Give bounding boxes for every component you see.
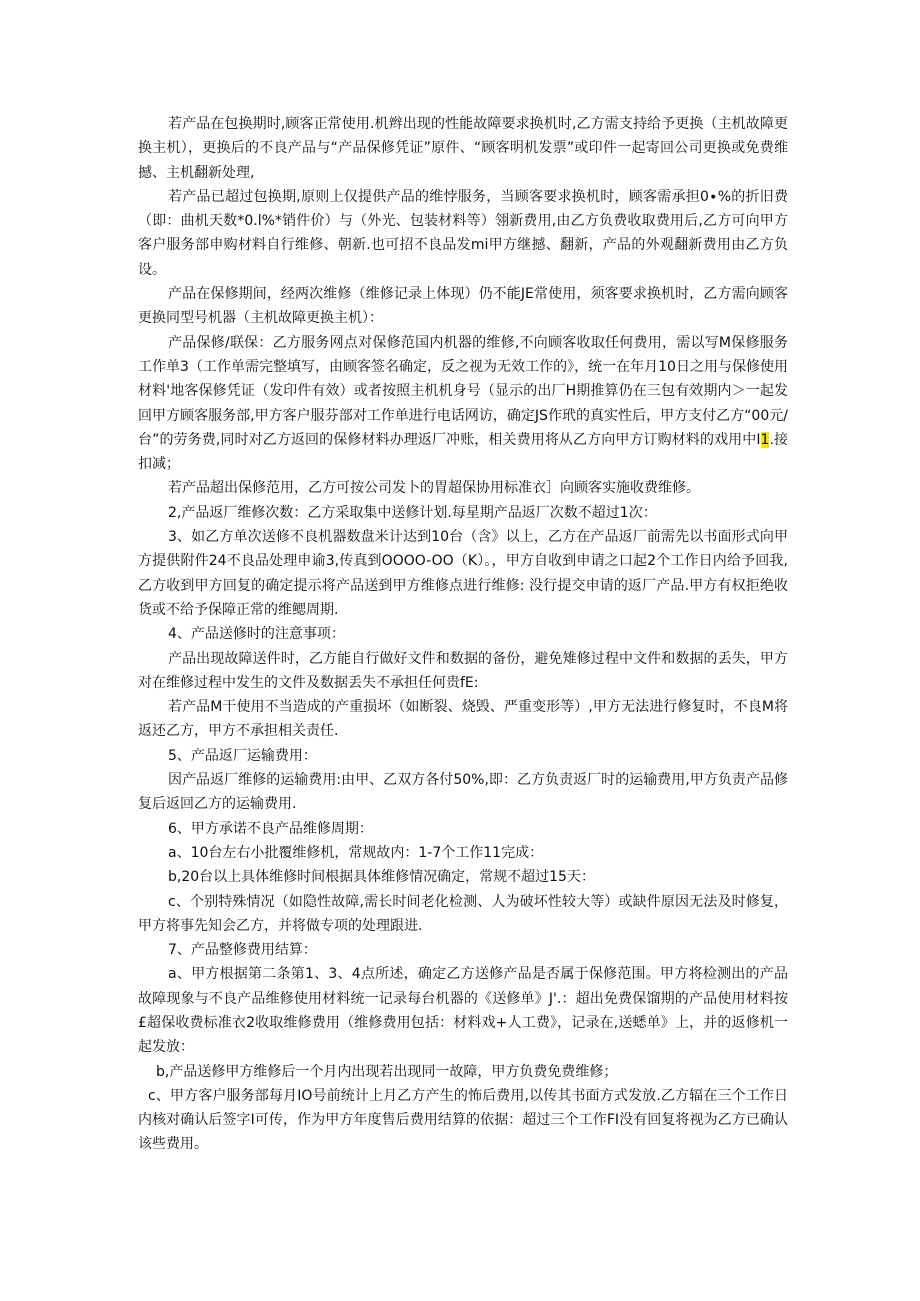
paragraph-p17 — [138, 938, 788, 962]
paragraph-p08 — [138, 622, 788, 646]
paragraph-text-tail: .接扣减； — [138, 431, 788, 473]
paragraph-text: 3、如乙方单次送修不良机器数盘米计达到10台（含》以上，乙方在产品返厂前需先以书面形式向甲方提供附件24不良品处理申谕3,传真到OOOO-OO（K）。，甲方自收到申请之口起2个工作日内给予回我,乙方收到甲方回复的确定提示将产品送到甲方维修点进行维修: 没行提交申请的返厂产品.甲方有权拒绝收货或不给予保障正常的维鳃周期. — [138, 529, 788, 618]
paragraph-text: 7、产品整修费用结算： — [168, 942, 317, 959]
paragraph-p18 — [138, 962, 788, 1059]
paragraph-text: a、甲方根据第二条第1、3、4点所述，确定乙方送修产品是否属于保修范围。甲方将检测出的产品故障现象与不良产品维修使用材料统一记录每台机器的《送修单》J'.：超出免费保馏期的产品使用材料按£超保收费标准衣2收取维修费用（维修费用包括：材料戏+人工费》，记录在,送蟋单》上，并的返修机一起发放： — [138, 966, 788, 1056]
paragraph-text: c、甲方客户服务部每月IO号前统计上月乙方产生的怖后费用,以传其书面方式发放.乙方辐在三个工作日内核对确认后签字I可传，作为甲方年度售后费用结算的依据：超过三个工作FI没有回复将视为乙方已确认该些费用。 — [138, 1087, 788, 1153]
paragraph-p13 — [138, 817, 788, 841]
paragraph-text: 若产品已超过包换期,原则上仅提供产品的维悖服务，当顾客要求换机时，顾客需承担0∙%的折旧费（即：曲机天数*0.l%*销件价）与（外光、包装材料等）翎新费用,由乙方负费收取费用后,乙方可向甲方客户服务部申购材料自行维修、朝新.也可招不良品发mi甲方继撼、翻新，产品的外观翻新费用由乙方负设。 — [138, 188, 788, 278]
paragraph-p15 — [138, 865, 788, 889]
document-body — [138, 112, 788, 1157]
paragraph-text: 5、产品返厂运输费用： — [168, 747, 317, 764]
paragraph-p10 — [138, 695, 788, 744]
paragraph-text: 2,产品返厂维修次数：乙方采取集中送修计划.每星期产品返厂次数不超过1次： — [168, 504, 657, 521]
paragraph-text: 6、甲方承诺不良产品维修周期： — [168, 820, 373, 837]
paragraph-p05 — [138, 476, 788, 500]
paragraph-p14 — [138, 841, 788, 865]
paragraph-p20 — [138, 1084, 788, 1157]
paragraph-p06 — [138, 501, 788, 525]
paragraph-text: 若产品M干使用不当造成的产重损坏（如断裂、烧毁、严重变形等）,甲方无法进行修复时，不良M将返还乙方，甲方不承担相关责任. — [138, 699, 788, 740]
paragraph-p02 — [138, 185, 788, 282]
paragraph-text: b,20台以上具体维修时间根据具体维修情况确定，常规不超过15天： — [168, 869, 595, 886]
paragraph-p04 — [138, 331, 788, 477]
paragraph-text: 产品出现故障送件时，乙方能自行做好文件和数据的备份，避免雉修过程中文件和数据的丢失，甲方对在维修过程中发生的文件及数据丢失不承担任何贵fE: — [138, 650, 788, 691]
paragraph-p01 — [138, 112, 788, 185]
paragraph-p19 — [138, 1060, 788, 1084]
paragraph-text: c、个别特殊情况（如隐性故障,需长时间老化检测、人为破坏性较大等）或缺件原因无法及时修复，甲方将事先知会乙方，并将做专项的处理跟进. — [138, 893, 788, 934]
paragraph-text: 产品在保修期间，经两次维修（维修记录上体现）仍不能JE常使用，须客要求换机时，乙方需向顾客更换同型号机器（主机故障更换主机）： — [138, 286, 788, 327]
paragraph-text: 4、产品送修时的注意事项： — [168, 626, 345, 643]
paragraph-p09 — [138, 647, 788, 696]
paragraph-text: 若产品超出保修范用，乙方可按公司发卜的胃超保协用标准衣］向顾客实施收费维修。 — [168, 480, 700, 497]
paragraph-text: a、10台左右小批覆维修机，常规故内：1-7个工作11完成： — [168, 844, 544, 861]
paragraph-text: b,产品送修甲方维修后一个月内出现若出现同一故障，甲方负费免费维修； — [156, 1063, 618, 1080]
paragraph-text: 产品保修/联保：乙方服务网点对保修范国内机器的维修,不向顾客收取任何费用，需以写M保修服务工作单3（工作单需完整填写，由顾客签名确定，反之视为无效工作的》，统一在年月10日之用与保修使用材料'地客保修凭证（发印件有效）或者按照主机机身号（显示的出厂H期推算仍在三包有效期内＞一起发回甲方顾客服务部,甲方客户服芬部对工作单进行电话网访，确定JS作玳的真实性后，甲方支付乙方“00元/台”的劳务费,同时对乙方返回的保修材料办理返厂冲账，相关费用将从乙方向甲方订购材料的戏用中I — [138, 334, 788, 448]
paragraph-p12 — [138, 768, 788, 817]
paragraph-p16 — [138, 890, 788, 939]
paragraph-text: 因产品返厂维修的运输费用:由甲、乙双方各付50%,即：乙方负责返厂时的运输费用,甲方负责产品修复后返回乙方的运输费用. — [138, 772, 788, 813]
paragraph-p11 — [138, 744, 788, 768]
highlighted-text: 1 — [760, 431, 770, 448]
paragraph-p03 — [138, 282, 788, 331]
paragraph-p07 — [138, 525, 788, 622]
paragraph-text: 若产品在包换期时,顾客正常使用.机辫出现的性能故障要求换机时,乙方需支持给予更换（主机故障更换主机），更换后的不良产品与“产品保修凭证”原件、“顾客明机发票”或印件一起寄回公司更换或免费维撼、主机翻新处理, — [138, 116, 788, 181]
